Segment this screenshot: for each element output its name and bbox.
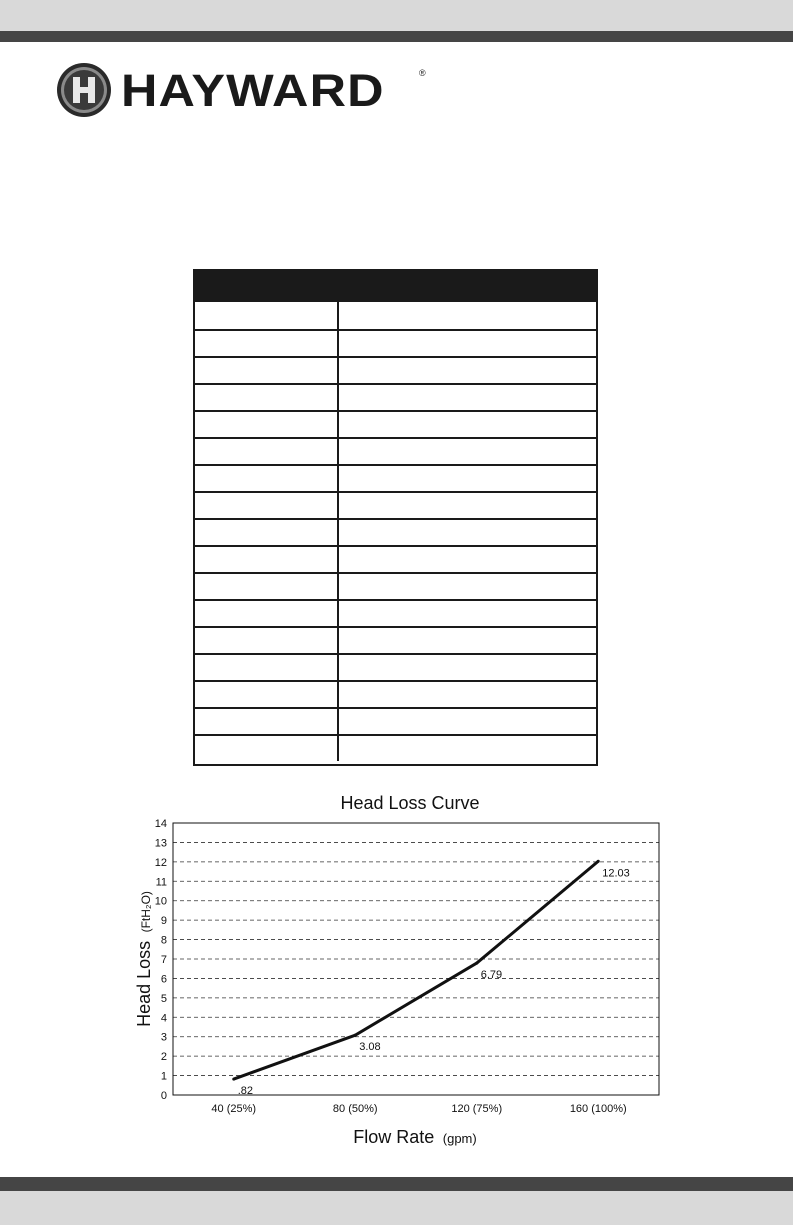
spec-cell-label	[195, 493, 339, 518]
spec-cell-value	[339, 682, 596, 707]
x-axis-label-unit: (gpm)	[442, 1131, 477, 1146]
spec-table-row	[195, 545, 596, 572]
y-tick-label: 5	[160, 992, 167, 1005]
y-axis-label-unit: (FtH₂O)	[139, 891, 153, 933]
spec-cell-value	[339, 601, 596, 626]
data-labels	[238, 867, 630, 1097]
spec-cell-value	[339, 358, 596, 383]
x-axis-ticks	[211, 1103, 626, 1115]
spec-table-row	[195, 599, 596, 626]
spec-cell-label	[195, 331, 339, 356]
spec-cell-label	[195, 302, 339, 329]
spec-cell-label	[195, 628, 339, 653]
spec-table-row	[195, 302, 596, 329]
spec-table-row	[195, 329, 596, 356]
spec-table-row	[195, 626, 596, 653]
hayward-emblem-icon	[55, 61, 113, 119]
spec-cell-value	[339, 709, 596, 734]
data-point	[354, 1034, 357, 1037]
chart-title: Head Loss Curve	[340, 793, 480, 813]
y-tick-label: 6	[160, 973, 167, 986]
spec-table-row	[195, 680, 596, 707]
spec-cell-value	[339, 547, 596, 572]
spec-cell-value	[339, 385, 596, 410]
spec-cell-label	[195, 601, 339, 626]
data-label: 3.08	[359, 1041, 381, 1054]
spec-cell-label	[195, 520, 339, 545]
spec-table-row	[195, 734, 596, 761]
spec-table-row	[195, 410, 596, 437]
spec-cell-value	[339, 520, 596, 545]
registered-mark: ®	[419, 68, 426, 78]
x-tick-label: 120 (75%)	[451, 1103, 503, 1115]
header-band	[0, 0, 793, 31]
spec-cell-value	[339, 574, 596, 599]
brand-name: HAYWARD	[121, 64, 385, 116]
x-axis-label-text: Flow Rate	[353, 1127, 435, 1147]
spec-table-row	[195, 518, 596, 545]
spec-cell-label	[195, 709, 339, 734]
head-loss-line	[234, 861, 599, 1079]
spec-cell-label	[195, 655, 339, 680]
spec-cell-label	[195, 547, 339, 572]
header-rule	[0, 31, 793, 42]
spec-cell-value	[339, 493, 596, 518]
y-tick-label: 1	[160, 1070, 167, 1083]
spec-cell-value	[339, 439, 596, 464]
spec-cell-label	[195, 682, 339, 707]
chart-series	[232, 860, 600, 1081]
data-point	[475, 962, 478, 965]
spec-cell-label	[195, 358, 339, 383]
head-loss-chart	[0, 780, 793, 1160]
spec-table-row	[195, 707, 596, 734]
spec-table-row	[195, 437, 596, 464]
spec-table-row	[195, 383, 596, 410]
chart-grid	[173, 842, 659, 1075]
spec-table-row	[195, 572, 596, 599]
spec-cell-label	[195, 385, 339, 410]
x-axis-label	[353, 1127, 476, 1147]
spec-cell-label	[195, 439, 339, 464]
y-tick-label: 2	[160, 1051, 167, 1064]
x-tick-label: 80 (50%)	[332, 1103, 378, 1115]
x-tick-label: 160 (100%)	[569, 1103, 627, 1115]
spec-cell-value	[339, 302, 596, 329]
hayward-logo	[55, 64, 426, 116]
data-label: 12.03	[602, 867, 630, 880]
spec-table	[193, 269, 598, 766]
data-point	[597, 860, 600, 863]
y-tick-label: 7	[160, 954, 167, 966]
y-tick-label: 0	[160, 1090, 167, 1102]
spec-cell-value	[339, 412, 596, 437]
y-tick-label: 12	[154, 856, 167, 869]
footer-band	[0, 1191, 793, 1225]
spec-cell-value	[339, 331, 596, 356]
spec-table-row	[195, 491, 596, 518]
spec-cell-label	[195, 736, 339, 761]
y-axis-label	[134, 891, 154, 1027]
data-point	[232, 1078, 235, 1081]
y-tick-label: 9	[160, 915, 167, 928]
y-tick-label: 10	[154, 895, 167, 908]
y-tick-label: 11	[155, 876, 167, 889]
x-tick-label: 40 (25%)	[211, 1103, 257, 1115]
spec-cell-label	[195, 466, 339, 491]
y-tick-label: 8	[160, 934, 167, 947]
y-tick-label: 14	[154, 818, 167, 830]
spec-cell-value	[339, 466, 596, 491]
data-label: .82	[237, 1085, 254, 1098]
spec-table-header	[195, 271, 596, 302]
data-label: 6.79	[480, 969, 503, 982]
footer-rule	[0, 1177, 793, 1191]
y-tick-label: 4	[160, 1012, 167, 1025]
y-axis-label-text: Head Loss	[134, 940, 154, 1027]
spec-cell-value	[339, 736, 596, 761]
spec-cell-value	[339, 655, 596, 680]
y-tick-label: 3	[160, 1031, 167, 1044]
y-axis-ticks	[155, 818, 167, 1102]
spec-table-row	[195, 464, 596, 491]
spec-cell-value	[339, 628, 596, 653]
spec-cell-label	[195, 412, 339, 437]
spec-table-row	[195, 653, 596, 680]
y-tick-label: 13	[154, 837, 167, 850]
spec-cell-label	[195, 574, 339, 599]
spec-table-body	[195, 302, 596, 761]
spec-table-row	[195, 356, 596, 383]
